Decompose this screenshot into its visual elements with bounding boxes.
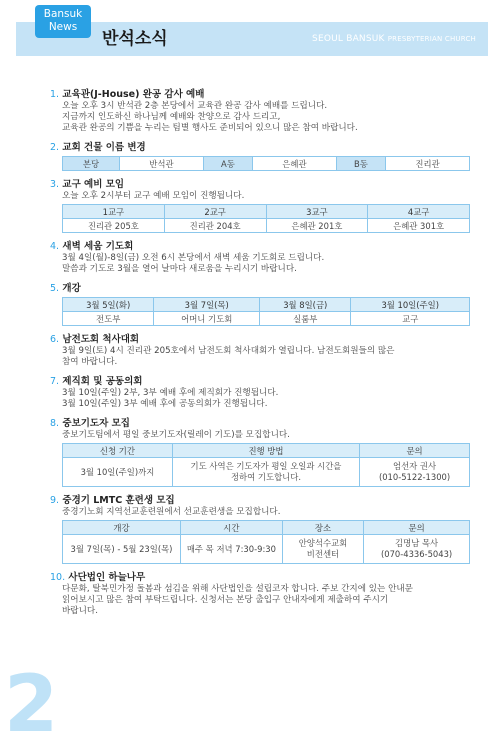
- page-title: 반석소식: [102, 29, 168, 49]
- table-row: [63, 157, 470, 171]
- body-line: 말씀과 기도로 3월을 열어 날마다 새로움을 누리시기 바랍니다.: [62, 264, 297, 274]
- table-header-cell: 3월 7일(목): [154, 298, 260, 312]
- section-8: [50, 418, 470, 487]
- table-header-row: [63, 444, 470, 458]
- section-title: [50, 283, 470, 295]
- section-body: [50, 346, 470, 368]
- section-number: 8.: [50, 418, 60, 429]
- section-1: [50, 89, 470, 134]
- table-row: [63, 458, 470, 487]
- body-line: 오늘 오후 3시 반석관 2층 본당에서 교육관 완공 감사 예배를 드립니다.: [62, 101, 328, 111]
- body-line: 다문화, 탈북민가정 돌봄과 섬김을 위해 사단법인을 설립코자 합니다. 주보 간지에 있는 안내문: [62, 584, 413, 594]
- building-name-table: [62, 156, 470, 171]
- section-3: [50, 179, 470, 233]
- section-number: 2.: [50, 142, 60, 153]
- church-name: [312, 22, 476, 56]
- table-header-cell: 3월 10일(주일): [351, 298, 470, 312]
- section-title: [50, 179, 470, 191]
- intercessor-table: [62, 443, 470, 487]
- section-number: 10.: [50, 572, 66, 583]
- table-cell: 진리관 205호: [63, 219, 165, 233]
- table-header-cell: 문의: [360, 444, 470, 458]
- table-header-cell: 1교구: [63, 205, 165, 219]
- table-header-cell: 신청 기간: [63, 444, 173, 458]
- lmtc-table: [62, 520, 470, 564]
- section-10: [50, 572, 470, 617]
- body-line: 3월 10일(주일) 3부 예배 후에 공동의회가 진행됩니다.: [62, 399, 268, 409]
- section-9: [50, 495, 470, 564]
- news-badge: [35, 5, 91, 38]
- section-4: [50, 241, 470, 275]
- body-line: 바랍니다.: [62, 606, 98, 616]
- table-row: [63, 312, 470, 326]
- section-title-text: 제직회 및 공동의회: [62, 376, 143, 387]
- section-5: [50, 283, 470, 326]
- district-table: [62, 204, 470, 233]
- table-header-cell: 3월 5일(화): [63, 298, 154, 312]
- section-7: [50, 376, 470, 410]
- table-cell: 김명남 목사 (070-4336-5043): [364, 535, 470, 564]
- table-cell: 어머니 기도회: [154, 312, 260, 326]
- body-line: 3월 4일(월)-8일(금) 오전 6시 본당에서 새벽 세움 기도회로 드립니다.: [62, 253, 325, 263]
- section-title: [50, 418, 470, 430]
- table-cell: 교구: [351, 312, 470, 326]
- table-cell: 은혜관 201호: [266, 219, 368, 233]
- church-name-sub: PRESBYTERIAN CHURCH: [387, 35, 476, 43]
- table-cell: 진리관: [386, 157, 470, 171]
- section-body: 중보기도팀에서 평일 중보기도자(릴레이 기도)를 모집합니다.: [62, 430, 290, 440]
- section-title: [50, 142, 470, 154]
- table-cell: 매주 목 저녁 7:30-9:30: [181, 535, 283, 564]
- table-cell: 반석관: [120, 157, 204, 171]
- table-header-row: [63, 521, 470, 535]
- table-header-row: [63, 205, 470, 219]
- table-row: [63, 535, 470, 564]
- section-title-text: 새벽 세움 기도회: [62, 241, 134, 252]
- section-title-text: 중경기 LMTC 훈련생 모집: [62, 495, 175, 506]
- section-body: [50, 253, 470, 275]
- table-row: [63, 219, 470, 233]
- body-line: 참여 바랍니다.: [62, 357, 118, 367]
- table-cell: 3월 7일(목) - 5월 23일(목): [63, 535, 181, 564]
- church-name-main: SEOUL BANSUK: [312, 34, 385, 44]
- table-cell: 본당: [63, 157, 120, 171]
- section-body: 오늘 오후 2시부터 교구 예배 모임이 진행됩니다.: [62, 191, 245, 201]
- section-2: [50, 142, 470, 171]
- table-header-cell: 시간: [181, 521, 283, 535]
- table-header-cell: 3교구: [266, 205, 368, 219]
- section-title-text: 사단법인 하늘나무: [68, 572, 146, 583]
- section-body: 중경기노회 지역선교훈련원에서 선교훈련생을 모집합니다.: [62, 507, 281, 517]
- news-content: [50, 89, 470, 625]
- section-number: 9.: [50, 495, 60, 506]
- section-title-text: 남전도회 척사대회: [62, 334, 140, 345]
- table-header-row: [63, 298, 470, 312]
- section-title-text: 개강: [62, 283, 81, 294]
- section-number: 5.: [50, 283, 60, 294]
- table-cell: 전도부: [63, 312, 154, 326]
- table-cell: 은혜관: [253, 157, 337, 171]
- table-cell: 안양석수교회 비전센터: [282, 535, 363, 564]
- section-number: 7.: [50, 376, 60, 387]
- section-number: 4.: [50, 241, 60, 252]
- section-title-text: 중보기도자 모집: [62, 418, 130, 429]
- section-number: 3.: [50, 179, 60, 190]
- section-6: [50, 334, 470, 368]
- section-title-text: 교회 건물 이름 변경: [62, 142, 146, 153]
- table-header-cell: 2교구: [164, 205, 266, 219]
- table-header-cell: 문의: [364, 521, 470, 535]
- section-body: [50, 101, 470, 134]
- opening-schedule-table: [62, 297, 470, 326]
- table-cell: 실룸부: [260, 312, 351, 326]
- page-number: 2: [4, 660, 59, 750]
- section-title: [50, 89, 470, 101]
- table-cell: 3월 10일(주일)까지: [63, 458, 173, 487]
- table-cell: 엄선자 권사 (010-5122-1300): [360, 458, 470, 487]
- section-body: [50, 388, 470, 410]
- table-cell: 은혜관 301호: [368, 219, 470, 233]
- table-header-cell: 개강: [63, 521, 181, 535]
- section-title: [50, 495, 470, 507]
- table-cell: 기도 사역은 기도자가 평일 오일과 시간을 정하여 기도합니다.: [172, 458, 359, 487]
- section-title: [50, 572, 470, 584]
- body-line: 3월 10일(주일) 2부, 3부 예배 후에 제직회가 진행됩니다.: [62, 388, 279, 398]
- section-number: 1.: [50, 89, 60, 100]
- body-line: 지금까지 인도하신 하나님께 예배와 찬양으로 감사 드리고,: [62, 112, 281, 122]
- body-line: 교육관 완공의 기쁨을 누리는 팀별 행사도 준비되어 있으니 많은 참여 바랍니다.: [62, 123, 358, 133]
- badge-line-2: News: [48, 21, 78, 33]
- table-header-cell: 4교구: [368, 205, 470, 219]
- section-title-text: 교육관(J-House) 완공 감사 예배: [62, 89, 205, 100]
- section-title: [50, 376, 470, 388]
- table-header-cell: 장소: [282, 521, 363, 535]
- table-header-cell: 3월 8일(금): [260, 298, 351, 312]
- table-cell: 진리관 204호: [164, 219, 266, 233]
- table-cell: B동: [336, 157, 385, 171]
- section-title: [50, 241, 470, 253]
- body-line: 3월 9일(토) 4시 진리관 205호에서 남전도회 척사대회가 열립니다. 남전도회원들의 많은: [62, 346, 395, 356]
- table-header-cell: 진행 방법: [172, 444, 359, 458]
- body-line: 읽어보시고 많은 참여 부탁드립니다. 신청서는 본당 출입구 안내자에게 제출하여 주시기: [62, 595, 389, 605]
- section-body: [50, 584, 470, 617]
- section-title-text: 교구 예비 모임: [62, 179, 125, 190]
- table-cell: A동: [203, 157, 252, 171]
- section-title: [50, 334, 470, 346]
- badge-line-1: Bansuk: [43, 8, 83, 20]
- section-number: 6.: [50, 334, 60, 345]
